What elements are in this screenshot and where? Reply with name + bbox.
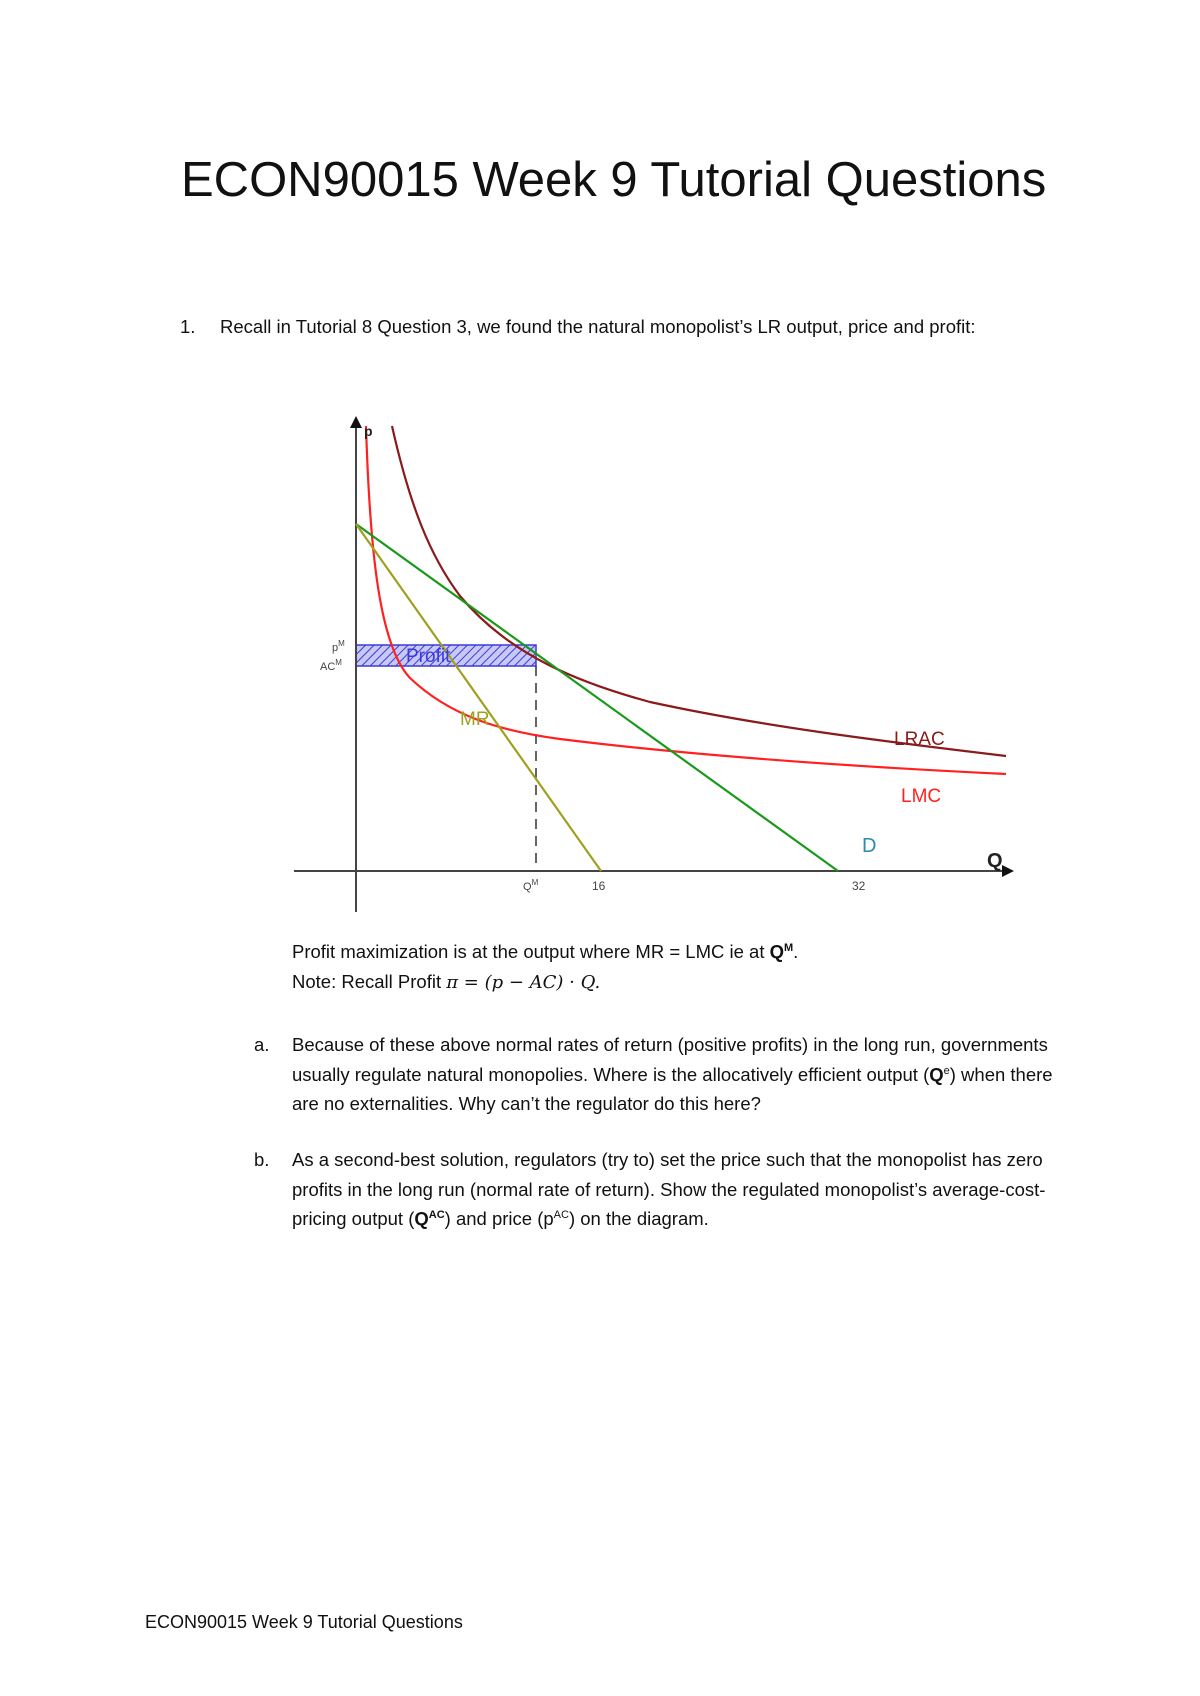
- lmc-label: LMC: [901, 786, 942, 807]
- explanation: [292, 937, 1052, 998]
- explanation-line-2: Note: Recall Profit π = (p − AC) · Q.: [292, 971, 601, 993]
- monopoly-diagram: [280, 416, 1020, 916]
- demand-label: D: [862, 835, 877, 857]
- y-tick-acm: $AC^M$: [320, 658, 342, 673]
- x-tick-16: 16: [592, 879, 606, 893]
- sub-letter-b: b.: [254, 1149, 270, 1170]
- x-tick-qm: $Q^M$: [523, 878, 539, 893]
- sub-text-b: As a second-best solution, regulators (try to) set the price such that the monopolist has zero profits in the long run (normal rate of return). Show the regulated monopolist’s average-cost-pricing output $(Q^{AC})$ and price $(p^{AC})$ on the diagram.: [292, 1149, 1046, 1229]
- question-text: Recall in Tutorial 8 Question 3, we found the natural monopolist’s LR output, price and profit:: [220, 316, 976, 337]
- diagram-svg: [280, 416, 1020, 916]
- x-axis-label: Q: [987, 850, 1003, 872]
- sub-text-a: Because of these above normal rates of return (positive profits) in the long run, governments usually regulate natural monopolies. Where is the allocatively efficient output $(Q^e)$ when there are no externalities. Why can’t the regulator do this here?: [292, 1034, 1053, 1114]
- x-tick-32: 32: [852, 879, 866, 893]
- y-axis-label: p: [364, 423, 373, 439]
- y-tick-pm: $p^M$: [332, 639, 345, 654]
- page-footer: ECON90015 Week 9 Tutorial Questions: [145, 1612, 463, 1632]
- x-axis-arrow: [1002, 865, 1014, 877]
- y-axis-arrow: [350, 416, 362, 428]
- question-number: 1.: [180, 316, 196, 337]
- sub-letter-a: a.: [254, 1034, 270, 1055]
- mr-label: MR: [460, 709, 490, 730]
- explanation-line-1: Profit maximization is at the output where MR = LMC ie at $Q^M$.: [292, 941, 799, 962]
- demand-curve: [356, 524, 838, 871]
- document-title: ECON90015 Week 9 Tutorial Questions: [181, 153, 1047, 207]
- profit-label: Profit: [406, 646, 451, 667]
- mr-curve: [356, 524, 601, 871]
- lrac-label: LRAC: [894, 729, 945, 750]
